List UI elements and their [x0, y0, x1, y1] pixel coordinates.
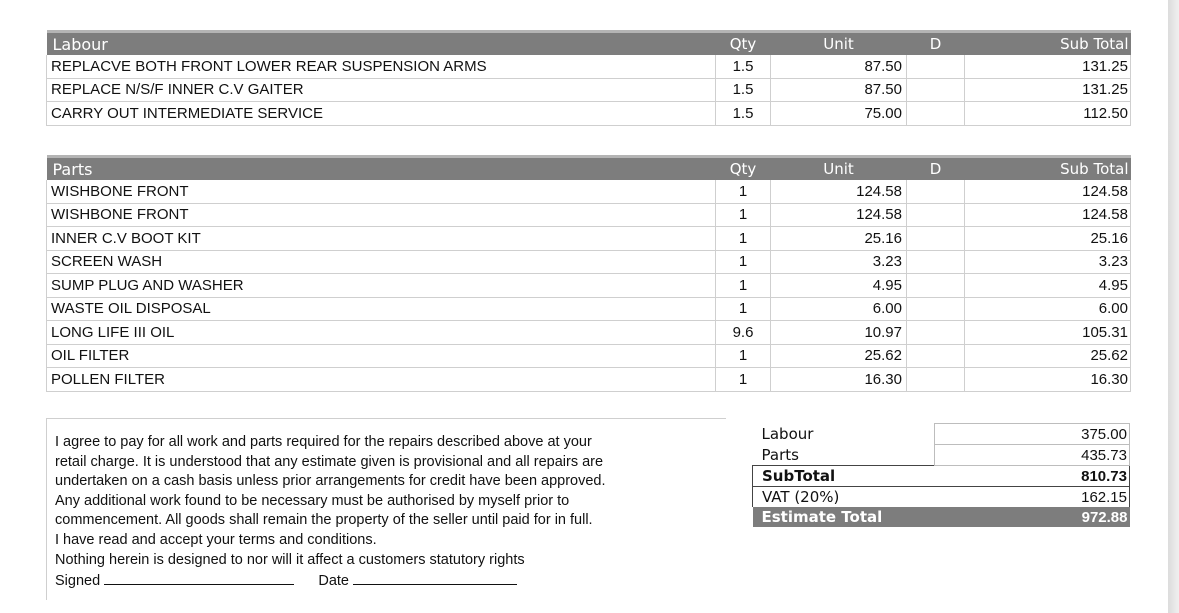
totals-parts-row	[753, 445, 1130, 466]
labour-description-cell: REPLACVE BOTH FRONT LOWER REAR SUSPENSION ARMS	[47, 55, 716, 78]
parts-row	[47, 344, 1131, 368]
labour-row	[47, 102, 1131, 126]
labour-row	[47, 78, 1131, 102]
terms-line: undertaken on a cash basis unless prior arrangements for credit have been approved.	[55, 473, 606, 490]
totals-vat-row	[753, 487, 1130, 508]
parts-description-cell: SUMP PLUG AND WASHER	[47, 274, 716, 298]
signature-row	[55, 570, 726, 592]
parts-unit-price-cell: 6.00	[771, 297, 907, 321]
parts-discount-cell	[907, 180, 965, 203]
parts-header-row	[47, 157, 1131, 181]
labour-discount-cell	[907, 55, 965, 78]
parts-row	[47, 227, 1131, 251]
terms-line: Nothing herein is designed to nor will it affect a customers statutory rights	[55, 551, 525, 568]
parts-description-cell: WASTE OIL DISPOSAL	[47, 297, 716, 321]
parts-discount-cell	[907, 297, 965, 321]
parts-qty-cell: 1	[716, 180, 771, 203]
totals-parts-label: Parts	[761, 445, 799, 464]
parts-description-cell: INNER C.V BOOT KIT	[47, 227, 716, 251]
labour-d-header: D	[907, 32, 965, 56]
totals-subtotal-value: 810.73	[934, 466, 1130, 487]
parts-discount-cell	[907, 227, 965, 251]
labour-subtotal-cell: 112.50	[965, 102, 1131, 126]
labour-qty-cell: 1.5	[716, 78, 771, 102]
totals-subtotal-label: SubTotal	[753, 466, 935, 487]
parts-qty-cell: 1	[716, 344, 771, 368]
labour-discount-cell	[907, 78, 965, 102]
parts-row	[47, 250, 1131, 274]
parts-subtotal-cell: 3.23	[965, 250, 1131, 274]
parts-unit-price-cell: 4.95	[771, 274, 907, 298]
totals-labour-label: Labour	[761, 425, 814, 443]
signature-line[interactable]	[104, 570, 294, 585]
estimate-total-label: Estimate Total	[753, 507, 935, 527]
signed-label: Signed	[55, 573, 101, 590]
parts-unit-price-cell: 3.23	[771, 250, 907, 274]
totals-parts-value: 435.73	[934, 445, 1130, 466]
labour-unit-header: Unit	[771, 32, 907, 56]
totals-vat-label: VAT (20%)	[753, 487, 935, 508]
parts-subtotal-cell: 124.58	[965, 203, 1131, 227]
terms-line: retail charge. It is understood that any estimate given is provisional and all repairs are	[55, 453, 604, 470]
labour-unit-price-cell: 87.50	[771, 78, 907, 102]
labour-subtotal-cell: 131.25	[965, 78, 1131, 102]
labour-description-cell: REPLACE N/S/F INNER C.V GAITER	[47, 78, 716, 102]
parts-discount-cell	[907, 321, 965, 345]
parts-unit-price-cell: 25.62	[771, 344, 907, 368]
parts-qty-cell: 1	[716, 227, 771, 251]
parts-qty-cell: 1	[716, 203, 771, 227]
parts-description-cell: WISHBONE FRONT	[47, 203, 716, 227]
parts-qty-header: Qty	[716, 157, 771, 181]
terms-line: I have read and accept your terms and conditions.	[55, 531, 377, 548]
parts-discount-cell	[907, 250, 965, 274]
parts-description-cell: POLLEN FILTER	[47, 368, 716, 392]
parts-discount-cell	[907, 274, 965, 298]
date-line[interactable]	[353, 570, 517, 585]
parts-row	[47, 297, 1131, 321]
parts-discount-cell	[907, 203, 965, 227]
parts-subtotal-header: Sub Total	[965, 157, 1131, 181]
terms-and-conditions	[46, 418, 726, 600]
page-edge-shadow	[1168, 0, 1179, 613]
totals-labour-value: 375.00	[934, 424, 1130, 445]
parts-subtotal-cell: 6.00	[965, 297, 1131, 321]
parts-discount-cell	[907, 344, 965, 368]
parts-description-cell: SCREEN WASH	[47, 250, 716, 274]
parts-unit-price-cell: 16.30	[771, 368, 907, 392]
parts-row	[47, 180, 1131, 203]
totals-vat-value: 162.15	[934, 487, 1130, 508]
parts-subtotal-cell: 124.58	[965, 180, 1131, 203]
parts-description-cell: LONG LIFE III OIL	[47, 321, 716, 345]
terms-line: Any additional work found to be necessary must be authorised by myself prior to	[55, 492, 570, 509]
parts-subtotal-cell: 4.95	[965, 274, 1131, 298]
parts-unit-price-cell: 124.58	[771, 203, 907, 227]
labour-subtotal-header: Sub Total	[965, 32, 1131, 56]
labour-title: Labour	[47, 32, 716, 56]
parts-unit-price-cell: 10.97	[771, 321, 907, 345]
parts-table	[46, 155, 1131, 392]
parts-qty-cell: 1	[716, 250, 771, 274]
parts-title: Parts	[47, 157, 716, 181]
parts-description-cell: OIL FILTER	[47, 344, 716, 368]
parts-row	[47, 203, 1131, 227]
parts-row	[47, 274, 1131, 298]
parts-qty-cell: 1	[716, 274, 771, 298]
parts-row	[47, 321, 1131, 345]
parts-qty-cell: 1	[716, 297, 771, 321]
parts-subtotal-cell: 105.31	[965, 321, 1131, 345]
labour-header-row	[47, 32, 1131, 56]
labour-row	[47, 55, 1131, 78]
totals-subtotal-row	[753, 466, 1130, 487]
parts-qty-cell: 9.6	[716, 321, 771, 345]
estimate-total-value: 972.88	[934, 507, 1130, 527]
labour-subtotal-cell: 131.25	[965, 55, 1131, 78]
date-label: Date	[318, 573, 349, 590]
parts-d-header: D	[907, 157, 965, 181]
labour-description-cell: CARRY OUT INTERMEDIATE SERVICE	[47, 102, 716, 126]
labour-discount-cell	[907, 102, 965, 126]
totals-table	[752, 423, 1130, 527]
labour-table	[46, 30, 1131, 126]
parts-qty-cell: 1	[716, 368, 771, 392]
parts-row	[47, 368, 1131, 392]
parts-unit-price-cell: 124.58	[771, 180, 907, 203]
parts-unit-price-cell: 25.16	[771, 227, 907, 251]
labour-qty-header: Qty	[716, 32, 771, 56]
labour-unit-price-cell: 87.50	[771, 55, 907, 78]
parts-subtotal-cell: 25.16	[965, 227, 1131, 251]
terms-line: commencement. All goods shall remain the property of the seller until paid for in full.	[55, 512, 593, 529]
totals-estimate-row	[753, 507, 1130, 527]
totals-labour-row	[753, 424, 1130, 445]
labour-qty-cell: 1.5	[716, 102, 771, 126]
labour-qty-cell: 1.5	[716, 55, 771, 78]
parts-subtotal-cell: 16.30	[965, 368, 1131, 392]
parts-description-cell: WISHBONE FRONT	[47, 180, 716, 203]
terms-line: I agree to pay for all work and parts required for the repairs described above at your	[55, 434, 592, 450]
labour-unit-price-cell: 75.00	[771, 102, 907, 126]
parts-discount-cell	[907, 368, 965, 392]
parts-subtotal-cell: 25.62	[965, 344, 1131, 368]
parts-unit-header: Unit	[771, 157, 907, 181]
